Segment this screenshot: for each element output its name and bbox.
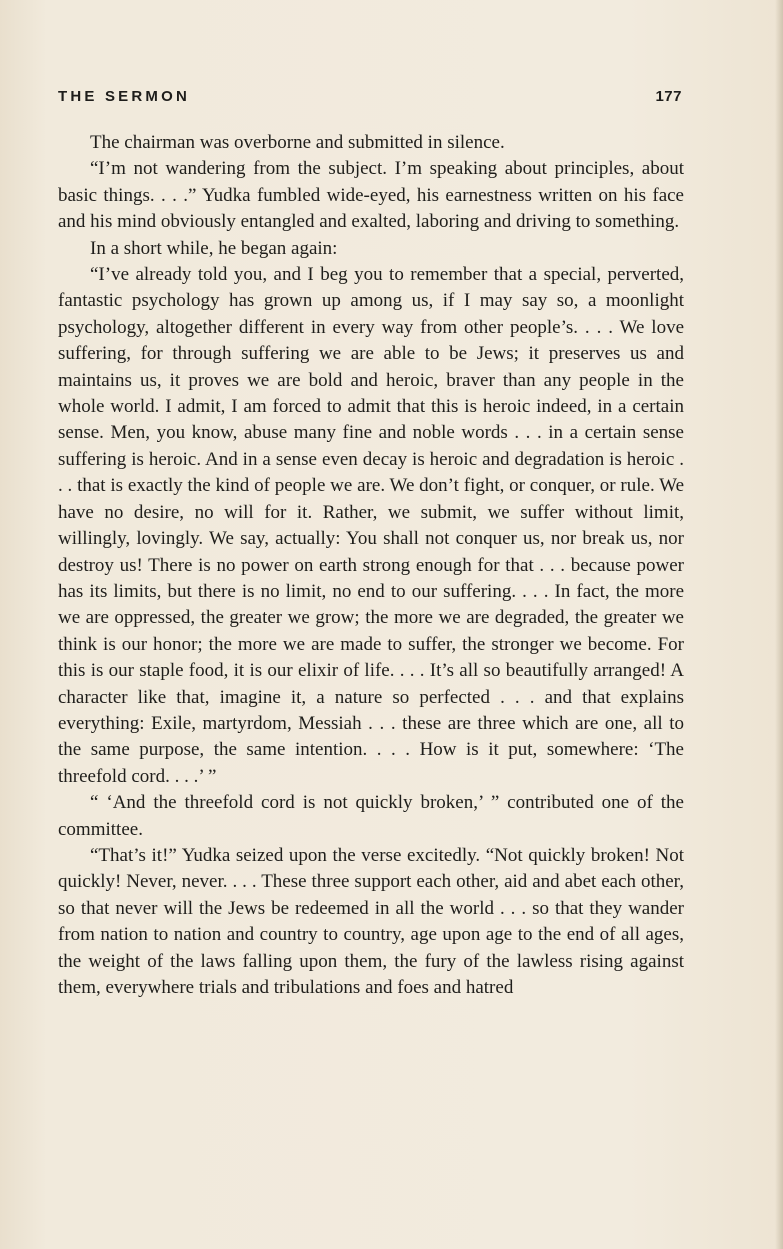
- paragraph: “I’ve already told you, and I beg you to remember that a special, perverted, fantastic psychology has grown up among us, if I may say so, a moonlight psychology, altogether different in every way from other people’s. . . . We love suffering, for through suffering we are able to be Jews; it preserves us and maintains us, it proves we are bold and heroic, braver than any people in the whole world. I admit, I am forced to admit that this is heroic indeed, in a certain sense. Men, you know, abuse many fine and noble words . . . in a certain sense suffering is heroic. And in a sense even decay is heroic and degradation is heroic . . . that is exactly the kind of people we are. We don’t fight, or conquer, or rule. We have no desire, no will for it. Rather, we submit, we suffer without limit, willingly, lovingly. We say, actually: You shall not conquer us, nor break us, nor destroy us! There is no power on earth strong enough for that . . . because power has its limits, but there is no limit, no end to our suffering. . . . In fact, the more we are oppressed, the greater we grow; the more we are degraded, the greater we think is our honor; the more we are made to suffer, the stronger we become. For this is our staple food, it is our elixir of life. . . . It’s all so beautifully arranged! A character like that, imagine it, a nature so perfected . . . and that explains everything: Exile, martyrdom, Messiah . . . these are three which are one, all to the same purpose, the same intention. . . . How is it put, somewhere: ‘The threefold cord. . . .’ ”: [58, 264, 684, 787]
- paragraph: “That’s it!” Yudka seized upon the verse excitedly. “Not quickly broken! Not quickly! Never, never. . . . These three support each other, aid and abet each other, so that never will the Jews be redeemed in all the world . . . so that they wander from nation to nation and country to country, age upon age to the end of all ages, the weight of the laws falling upon them, the fury of the lawless rising against them, everywhere trials and tribulations and foes and hatred: [58, 844, 684, 998]
- running-head: [58, 88, 682, 110]
- paragraph: “I’m not wandering from the subject. I’m speaking about principles, about basic things. . . .” Yudka fumbled wide-eyed, his earnestness written on his face and his mind obviously entangled and exalted, laboring and driving to something.: [58, 158, 684, 233]
- paragraph: In a short while, he began again:: [90, 237, 338, 259]
- body-text: [58, 130, 684, 1001]
- chapter-title: THE SERMON: [58, 88, 191, 105]
- paragraph: “ ‘And the threefold cord is not quickly broken,’ ” contributed one of the committee.: [58, 792, 684, 840]
- paragraph: The chairman was overborne and submitted in silence.: [90, 132, 505, 153]
- page-number: 177: [655, 88, 682, 105]
